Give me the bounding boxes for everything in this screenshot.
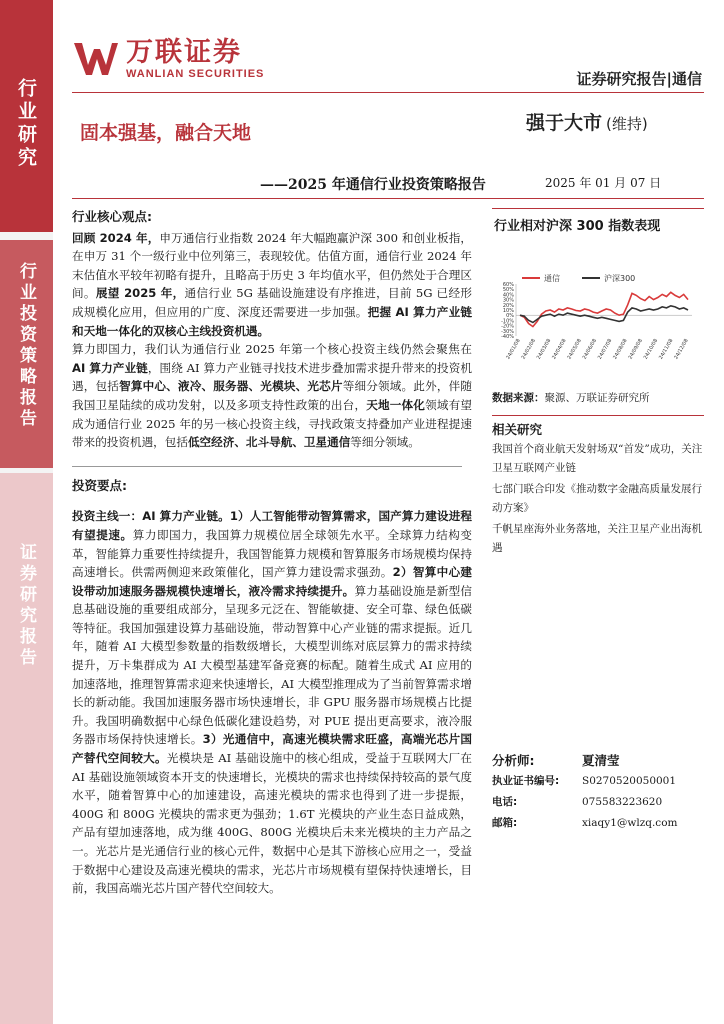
p1-lead-b: 展望 2025 年， xyxy=(95,286,185,301)
p1-text-b: 通信行业 5G 基础设施建设有序推进，目前 5G 已经形成规模化应用，但应用的广度、深度还需要进一步加强。 xyxy=(72,286,472,319)
p2-text-a: 算力即国力，我们认为通信行业 2025 年第一个核心投资主线仍然会聚焦在 xyxy=(72,342,472,357)
sidebar-text-3: 证券研究报告 xyxy=(16,543,36,669)
source-text: 聚源、万联证券研究所 xyxy=(544,392,650,404)
related-research-heading: 相关研究 xyxy=(492,415,704,438)
source-label: 数据来源： xyxy=(492,392,545,404)
analyst-name-row xyxy=(492,750,704,771)
rating-value: 强于大市 xyxy=(526,112,603,134)
legend-label: 通信 xyxy=(544,274,560,283)
inv-text-1: 投资主线一：AI 算力产业链。1）人工智能带动智算需求，国产算力建设进程有望提速。 xyxy=(72,509,472,542)
industry-rating xyxy=(526,108,648,135)
email-address[interactable]: xiaqy1@wlzq.com xyxy=(582,817,678,829)
y-tick-label: 30% xyxy=(502,297,514,304)
x-tick-label: 24/08/08 xyxy=(612,338,629,361)
report-date: 2025 年 01 月 07 日 xyxy=(545,176,662,190)
p2-text-i: 等细分领域。 xyxy=(350,435,420,450)
analyst-name-label: 分析师: xyxy=(492,753,535,768)
series-line xyxy=(520,306,688,323)
x-tick-label: 24/09/08 xyxy=(627,338,644,361)
investment-heading: 投资要点: xyxy=(72,477,127,493)
x-tick-label: 24/07/08 xyxy=(596,338,614,361)
analyst-info xyxy=(492,750,704,834)
cert-number: S0270520050001 xyxy=(582,775,677,787)
y-tick-label: 60% xyxy=(502,282,514,288)
email-label: 邮箱: xyxy=(492,817,518,829)
p2-text-d: 智算中心、液冷、服务器、光模块、光芯片 xyxy=(119,379,343,394)
p1-text-c: 把握 AI 算力产业链和天地一体化的双核心主线投资机遇。 xyxy=(72,304,472,338)
sidebar-block-industry-research xyxy=(0,0,53,232)
x-tick-label: 24/04/08 xyxy=(551,338,568,361)
analyst-name: 夏清莹 xyxy=(582,753,620,768)
related-item[interactable]: 千帆星座海外业务落地，关注卫星产业出海机遇 xyxy=(492,523,702,554)
core-views-paragraph-2 xyxy=(72,340,472,452)
header-divider xyxy=(72,92,704,93)
analyst-phone-row xyxy=(492,792,704,813)
related-item[interactable]: 七部门联合印发《推动数字金融高质量发展行动方案》 xyxy=(492,483,702,514)
p2-text-h: 低空经济、北斗导航、卫星通信 xyxy=(187,435,351,450)
p1-lead: 回顾 2024 年， xyxy=(72,230,160,245)
series-line xyxy=(520,292,688,326)
y-tick-label: -20% xyxy=(501,323,514,330)
inv-text-3: 2）智算中心建设带动加速服务器规模快速增长，液冷需求持续提升。 xyxy=(72,565,472,598)
phone-number: 075583223620 xyxy=(582,796,663,808)
performance-chart-svg xyxy=(492,238,704,388)
core-views-heading: 行业核心观点: xyxy=(72,209,152,224)
sidebar-block-report-type xyxy=(0,240,53,468)
wanlian-logo-icon xyxy=(72,39,118,79)
main-text-column xyxy=(72,208,472,898)
inv-text-2: 算力即国力，我国算力规模位居全球领先水平。全球算力结构变革，智能算力重要性持续提升，我国智能算力规模和智算服务市场规模均保持高速增长。供需两侧迎来政策催化，国产算力建设需求强劲。 xyxy=(72,527,472,580)
chart-source xyxy=(492,390,704,405)
phone-label: 电话: xyxy=(492,796,518,808)
related-item[interactable]: 我国首个商业航天发射场双“首发”成功，关注卫星互联网产业链 xyxy=(492,443,703,474)
cert-label: 执业证书编号: xyxy=(492,775,560,787)
x-tick-label: 24/05/08 xyxy=(566,338,583,361)
analyst-cert-row xyxy=(492,771,704,792)
company-logo xyxy=(72,38,264,80)
x-tick-label: 24/10/08 xyxy=(642,338,660,361)
legend-label: 沪深300 xyxy=(604,274,636,283)
p2-text-e: 等细分领域。此外，伴随我国卫星陆续的成功发射，以及多项支持性政策的出台， xyxy=(72,379,472,412)
core-views-paragraph-1 xyxy=(72,229,472,341)
analyst-email-row xyxy=(492,813,704,834)
sidebar-text-1: 行业研究 xyxy=(15,78,37,170)
x-tick-label: 24/02/08 xyxy=(520,338,538,361)
x-tick-label: 24/11/08 xyxy=(658,338,675,361)
p1-text-a: 申万通信行业指数 2024 年大幅跑赢沪深 300 和创业板指，在申万 31 个一级行业中位列第三，表现较优。估值方面，通信行业 2024 年末估值水平较年初略有提升，且略高于历史 3 年均值水平，但仍然处于合理区间。 xyxy=(72,230,472,301)
section-divider xyxy=(72,466,462,467)
investment-paragraph xyxy=(72,507,472,897)
rating-note: (维持) xyxy=(606,115,648,133)
p2-text-g: 领域有望成为通信行业 2025 年的另一核心投资主线，寻找政策支持叠加产业进程提速带来的投资机遇，包括 xyxy=(72,397,472,450)
y-tick-label: 40% xyxy=(502,292,514,299)
x-tick-label: 24/03/08 xyxy=(535,338,553,361)
title-divider xyxy=(72,198,704,199)
x-tick-label: 24/12/08 xyxy=(673,338,690,361)
logo-english-name: WANLIAN SECURITIES xyxy=(126,68,265,80)
p2-text-f: 天地一体化 xyxy=(366,397,426,412)
inv-text-4: 算力基础设施是新型信息基础设施的重要组成部分，呈现多元泛在、智能敏捷、安全可靠、绿色低碳等特征。我国加强建设算力基础设施，带动智算中心产业链的需求提振。近几年，随着 AI 大模型参数量的指数级增长，大模型训练对底层算力的需求持续提升，万卡集群成为 AI 大模型基建军备竞赛的标配。随着生成式 AI 应用的加速落地，推理智算需求迎来快速增长，AI 大模型推理成为了当前智算需求增长的新动能。我国加速服务器市场快速增长，非 GPU 服务器市场规模占比提升。我国明确数据中心绿色低碳化建设趋势，对 PUE 提出更高要求，液冷服务器市场保持快速增长。 xyxy=(72,583,472,747)
performance-chart xyxy=(492,238,704,388)
y-tick-label: 50% xyxy=(502,287,514,294)
side-panel xyxy=(492,208,704,558)
left-sidebar xyxy=(0,0,53,1024)
p2-text-c: ，围绕 AI 算力产业链寻找技术进步叠加需求提升带来的投资机遇，包括 xyxy=(72,360,472,394)
inv-text-5: 3）光通信中，高速光模块需求旺盛，高端光芯片国产替代空间较大。 xyxy=(72,732,472,766)
y-tick-label: 20% xyxy=(502,302,514,309)
y-tick-label: -30% xyxy=(501,328,514,335)
p2-text-b: AI 算力产业链 xyxy=(72,360,148,375)
report-subtitle: ——2025 年通信行业投资策略报告 xyxy=(260,177,486,193)
inv-text-6: 光模块是 AI 基础设施中的核心组成，受益于互联网大厂在 AI 基础设施领域资本开支的快速增长，光模块的需求也持续保持较高的景气度水平，随着智算中心的加速建设，高速光模块的需求也得到了进一步提振，400G 和 800G 光模块的需求更为强劲；1.6T 光模块的产业生态日益成熟，产品有望加速落地，成为继 400G、800G 光模块后未来光模块的主力产品之一。光芯片是光通信行业的核心元件，数据中心是其下游核心应用之一，受益于数据中心建设及高速光模块的需求，光芯片市场规模有望保持快速增长，目前，我国高端光芯片国产替代空间较大。 xyxy=(72,751,472,896)
chart-heading: 行业相对沪深 300 指数表现 xyxy=(492,208,704,238)
x-tick-label: 24/01/08 xyxy=(505,338,522,361)
y-tick-label: 10% xyxy=(502,308,514,314)
y-tick-label: 0% xyxy=(506,313,514,320)
logo-chinese-name: 万联证券 xyxy=(126,37,242,68)
sidebar-text-2: 行业投资策略报告 xyxy=(16,262,36,430)
y-tick-label: -40% xyxy=(501,334,514,340)
page-title: 固本强基，融合天地 xyxy=(80,122,252,144)
report-type-label: 证券研究报告|通信 xyxy=(576,70,702,88)
x-tick-label: 24/06/08 xyxy=(581,338,599,361)
y-tick-label: -10% xyxy=(501,318,514,325)
sidebar-block-securities-report xyxy=(0,473,53,1024)
